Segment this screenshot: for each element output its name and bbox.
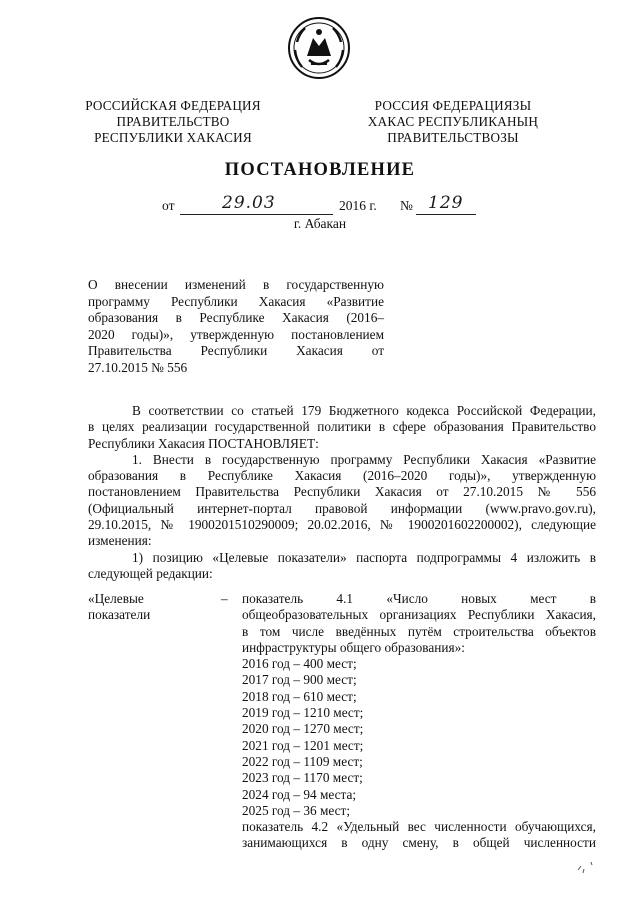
body-line: 29.10.2015, № 1900201510290009; 20.02.2016, № 1900201602200002), следующие — [88, 517, 596, 533]
subject-line: Правительства Республики Хакасия от — [88, 343, 384, 358]
target-line: общеобразовательных организациях Республики Хакасия, — [242, 607, 596, 623]
target-line: занимающихся в одну смену, в общей численности — [242, 835, 596, 851]
header-left-line-2: ПРАВИТЕЛЬСТВО — [116, 114, 230, 129]
targets-values — [242, 591, 596, 852]
body-line: постановлением Правительства Республики Хакасия от 27.10.2015 № 556 — [88, 484, 596, 500]
target-year-line: 2016 год – 400 мест; — [242, 656, 357, 672]
body-line: в целях реализации государственной политики в сфере образования Правительство — [88, 419, 596, 435]
body-line: (Официальный интернет-портал правовой информации (www.pravo.gov.ru), — [88, 500, 596, 516]
target-year-line: 2020 год – 1270 мест; — [242, 721, 364, 737]
scan-marks — [575, 858, 599, 882]
body-line: 1. Внести в государственную программу Республики Хакасия «Развитие — [132, 451, 596, 467]
target-year-line: 2021 год – 1201 мест; — [242, 737, 364, 753]
subject-line: 27.10.2015 № 556 — [88, 359, 188, 375]
body-line: Республики Хакасия ПОСТАНОВЛЯЕТ: — [88, 435, 319, 451]
target-year-line: 2024 год – 94 места; — [242, 786, 357, 802]
target-line: инфраструктуры общего образования»: — [242, 639, 466, 655]
date-prefix: от — [162, 198, 175, 213]
targets-label-line: показатели — [88, 607, 151, 623]
header-left-line-1: РОССИЙСКАЯ ФЕДЕРАЦИЯ — [85, 98, 261, 113]
target-year-line: 2023 год – 1170 мест; — [242, 770, 363, 786]
target-year-line: 2019 год – 1210 мест; — [242, 705, 364, 721]
target-year-line: 2022 год – 1109 мест; — [242, 753, 363, 769]
body-line: изменения: — [88, 533, 152, 549]
document-body — [88, 403, 596, 582]
target-line: показатель 4.1 «Число новых мест в — [242, 591, 596, 606]
number-label: № — [400, 198, 413, 213]
date-handwritten: 29.03 — [222, 193, 276, 213]
body-line: образования в Республике Хакасия (2016–2020 годы)», утвержденную — [88, 468, 596, 484]
subject-line: О внесении изменений в государственную — [88, 277, 384, 292]
date-year: 2016 г. — [339, 198, 377, 213]
city-label: г. Абакан — [293, 216, 347, 231]
header-right — [338, 98, 568, 146]
coat-of-arms-emblem — [287, 16, 351, 80]
body-line: В соответствии со статьей 179 Бюджетного кодекса Российской Федерации, — [132, 403, 596, 418]
header-right-line-2: ХАКАС РЕСПУБЛИКАНЫҢ — [367, 114, 539, 129]
body-line: 1) позицию «Целевые показатели» паспорта подпрограммы 4 изложить в — [132, 549, 596, 565]
number-handwritten: 129 — [428, 193, 464, 213]
header-right-line-3: ПРАВИТЕЛЬСТВОЗЫ — [387, 130, 519, 145]
subject-line: образования в Республике Хакасия (2016– — [88, 310, 384, 325]
document-type-title: ПОСТАНОВЛЕНИЕ — [224, 160, 416, 180]
targets-dash: – — [221, 591, 228, 606]
subject-line: программу Республики Хакасия «Развитие — [88, 293, 384, 309]
targets-label-line: «Целевые — [88, 591, 144, 606]
header-left-line-3: РЕСПУБЛИКИ ХАКАСИЯ — [94, 130, 252, 145]
target-line: в том числе введённых путём строительства объектов — [242, 623, 596, 639]
target-line: показатель 4.2 «Удельный вес численности обучающихся, — [242, 819, 596, 835]
document-subject — [88, 277, 384, 376]
target-year-line: 2025 год – 36 мест; — [242, 802, 351, 818]
body-line: следующей редакции: — [88, 565, 213, 581]
header-left — [58, 98, 288, 146]
target-year-line: 2018 год – 610 мест; — [242, 688, 357, 704]
target-year-line: 2017 год – 900 мест; — [242, 672, 357, 688]
header-right-line-1: РОССИЯ ФЕДЕРАЦИЯЗЫ — [374, 98, 532, 113]
subject-line: 2020 годы)», утвержденную постановлением — [88, 326, 384, 342]
targets-label — [88, 591, 188, 624]
